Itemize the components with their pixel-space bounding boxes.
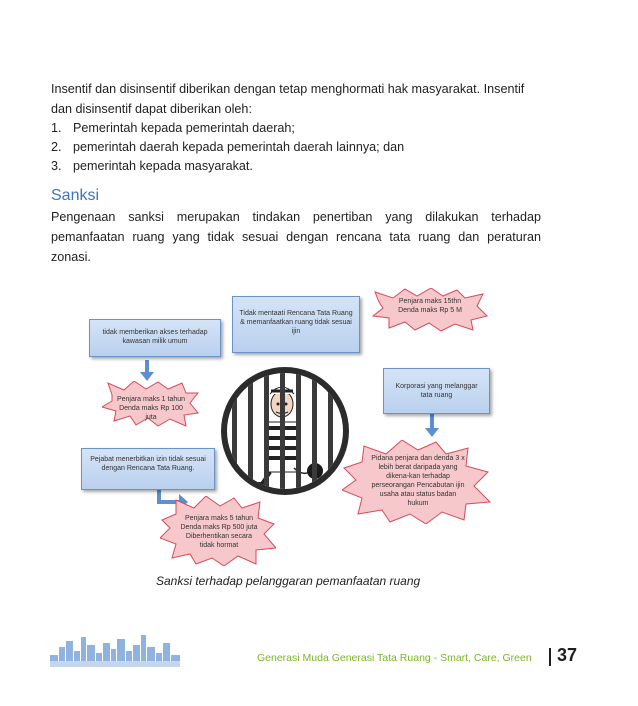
burst-3x-penalty [342,440,492,524]
list-item [51,119,404,138]
intro-paragraph: Insentif dan disinsentif diberikan dengan tetap menghormati hak masyarakat. Insentif dan disinsentif dapat diberikan oleh: [51,82,525,116]
section-heading: Sanksi [51,187,100,204]
box-corporation: Korporasi yang melanggar tata ruang [383,368,490,414]
list-number: 3. [51,159,62,173]
list-number: 1. [51,121,62,135]
giver-list [51,119,404,176]
burst-text: Penjara maks 1 tahun Denda maks Rp 100 juta [116,396,186,421]
box-official-permit: Pejabat menerbitkan izin tidak sesuai dengan Rencana Tata Ruang. [81,448,215,490]
footer-tagline: Generasi Muda Generasi Tata Ruang - Smart, Care, Green [257,652,532,664]
burst-5-years [160,496,276,566]
diagram-caption: Sanksi terhadap pelanggaran pemanfaatan ruang [156,574,421,588]
city-skyline-icon [50,633,180,667]
box-no-public-access: tidak memberikan akses terhadap kawasan milik umum [89,319,221,357]
section-paragraph: Pengenaan sanksi merupakan tindakan penertiban yang dilakukan terhadap pemanfaatan ruang yang tidak sesuai dengan rencana tata ruang dan peraturan zonasi. [51,210,541,264]
box-plan-violation: Tidak mentaati Rencana Tata Ruang & memanfaatkan ruang tidak sesuai ijin [232,296,360,353]
burst-1-year [102,381,200,427]
page-number: 37 [557,645,578,665]
burst-text: Pidana penjara dan denda 3 x lebih berat daripada yang dikena-kan terhadap perseorangan Pencabutan ijin usaha atau status badan hukum [371,455,465,507]
page-divider [549,648,551,666]
burst-text: Penjara maks 15thn Denda maks Rp 5 M [398,298,462,314]
arrow-down-left-icon [139,360,155,382]
list-text: Pemerintah kepada pemerintah daerah; [73,121,295,135]
list-number: 2. [51,140,62,154]
prisoner-behind-bars-icon [218,364,352,498]
list-text: pemerintah daerah kepada pemerintah daerah lainnya; dan [73,140,405,154]
list-text: pemerintah kepada masyarakat. [73,159,253,173]
burst-text: Penjara maks 5 tahun Denda maks Rp 500 juta Diberhentikan secara tidak hormat [180,515,258,549]
list-item [51,138,404,157]
list-item [51,157,404,176]
burst-15-years [371,288,489,332]
arrow-down-right-icon [424,414,440,438]
